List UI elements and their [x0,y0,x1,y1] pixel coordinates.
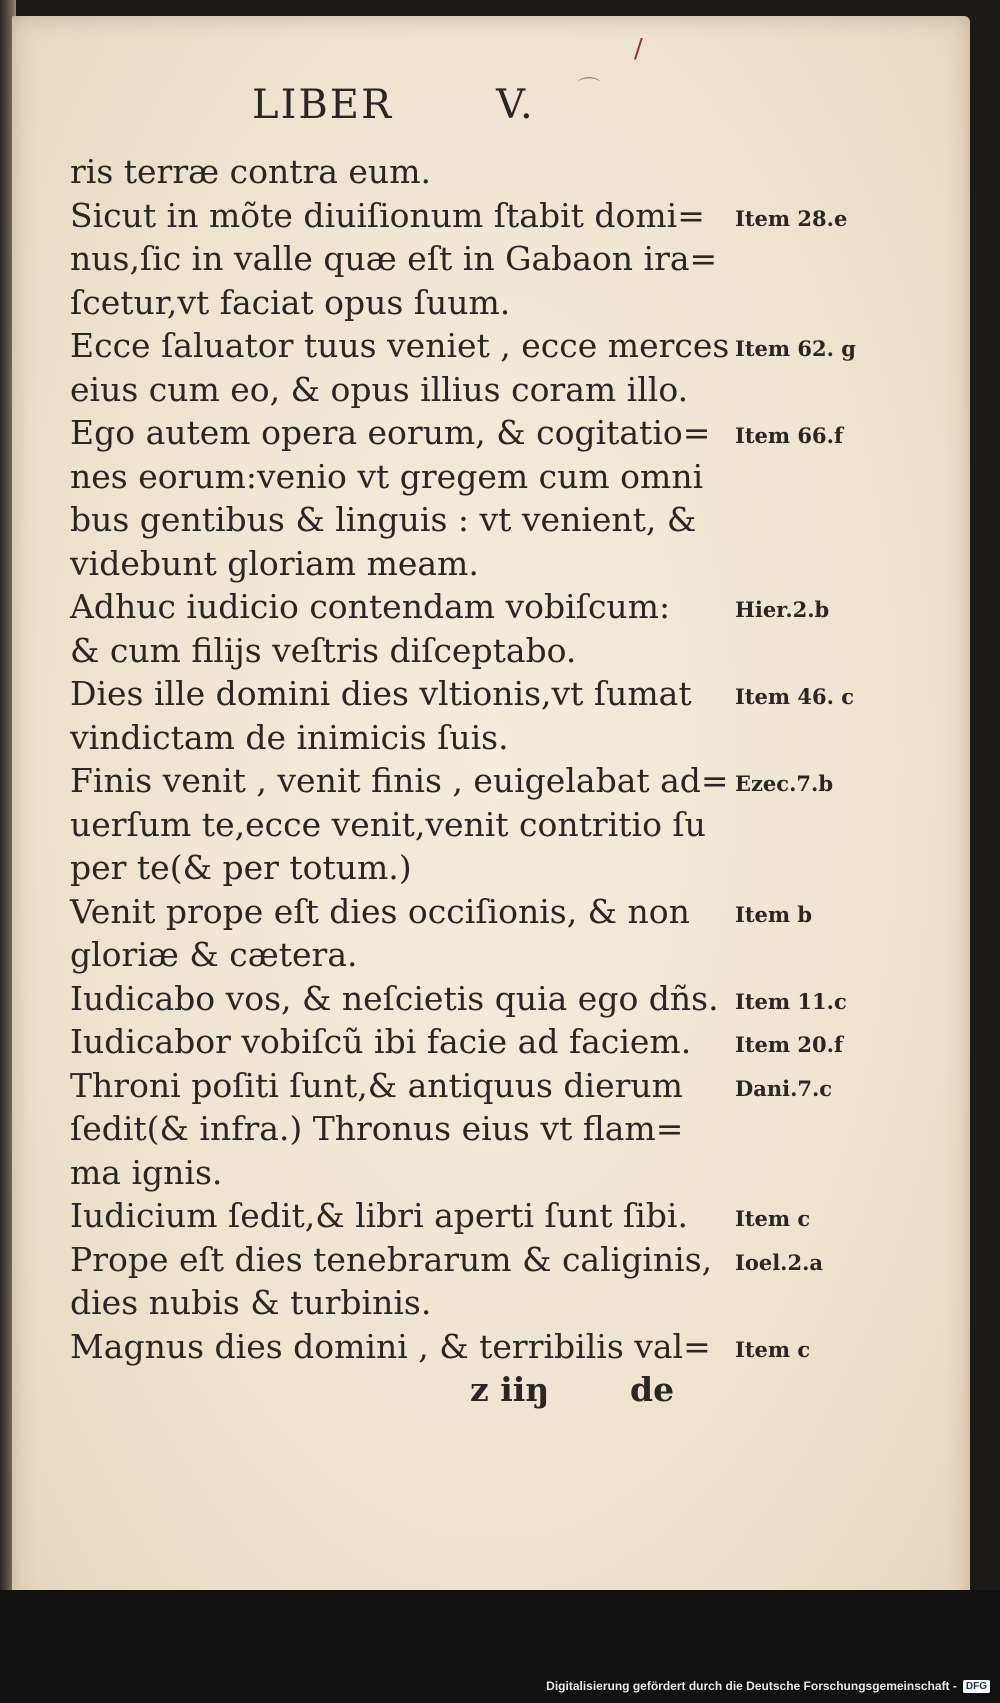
text-line: gloriæ & cætera. [70,935,358,974]
text-line: Adhuc iudicio contendam vobiſcum: [70,587,671,626]
text-line: & cum filijs veſtris diſceptabo. [70,630,577,670]
text-line: ris terræ contra eum. [70,152,431,191]
marginal-note: Ioel.2.a [735,1249,824,1275]
marginal-note: Item 11.c [735,988,847,1014]
marginal-note: Item b [735,901,813,927]
text-line: ſcetur,vt faciat opus ſuum. [70,282,511,322]
text-line: Finis venit , venit finis , euigelabat ad= [70,761,729,800]
running-head: LIBER V. [252,82,535,128]
text-line: uerſum te,ecce venit,venit contritio ſu [70,804,706,844]
text-line: videbunt gloriam meam. [70,543,479,583]
scan-footer [0,1590,1000,1703]
digitization-credit [546,1679,990,1693]
marginal-note: Ezec.7.b [735,771,833,796]
text-line: bus gentibus & linguis : vt venient, & [70,500,697,539]
marginal-note: Item 20.f [735,1032,843,1057]
text-line: eius cum eo, & opus illius coram illo. [70,369,689,409]
marginal-note: Dani.7.c [735,1075,833,1101]
text-line: Dies ille domini dies vltionis,vt ſumat [70,674,692,713]
text-line: nes eorum:venio vt gregem cum omni [70,456,704,496]
pen-mark: ⌒ [578,77,601,102]
catchword: de [630,1370,675,1409]
text-line: Ecce ſaluator tuus veniet , ecce merces [70,326,730,365]
text-line: vindictam de inimicis ſuis. [70,717,509,757]
text-line: ma ignis. [70,1152,223,1192]
marginal-note: Hier.2.b [735,597,830,622]
text-line: ſedit(& infra.) Thronus eius vt flam= [70,1109,684,1148]
text-line: nus,ſic in valle quæ eſt in Gabaon ira= [70,239,718,278]
text-line: Sicut in mõte diuiſionum ſtabit domi= [70,195,705,235]
text-line: Magnus dies domini , & terribilis val= [70,1326,711,1366]
text-line: Venit prope eſt dies occiſionis, & non [70,891,690,931]
marginal-note: Item c [735,1206,811,1231]
text-line: per te(& per totum.) [70,848,412,887]
text-line: Prope eſt dies tenebrarum & caliginis, [70,1239,713,1279]
pen-mark: / [634,34,643,64]
marginal-note: Item c [735,1336,811,1362]
text-line: dies nubis & turbinis. [70,1283,432,1322]
dfg-logo: DFG [963,1680,990,1693]
signature-mark: z iiŋ [470,1370,550,1409]
credit-text: Digitalisierung gefördert durch die Deutsche Forschungsgemeinschaft - [546,1679,957,1693]
marginal-note: Item 62. g [735,336,856,361]
text-line: Throni poſiti ſunt,& antiquus dierum [70,1065,683,1105]
text-line: Iudicabo vos, & neſcietis quia ego dñs. [70,978,719,1018]
text-line: Iudicabor vobiſcũ ibi facie ad faciem. [70,1022,692,1061]
text-line: Ego autem opera eorum, & cogitatio= [70,413,711,452]
marginal-note: Item 46. c [735,684,855,709]
marginal-note: Item 28.e [735,205,848,231]
text-line: Iudicium ſedit,& libri aperti ſunt ſibi. [70,1196,688,1235]
marginal-note: Item 66.f [735,423,843,448]
